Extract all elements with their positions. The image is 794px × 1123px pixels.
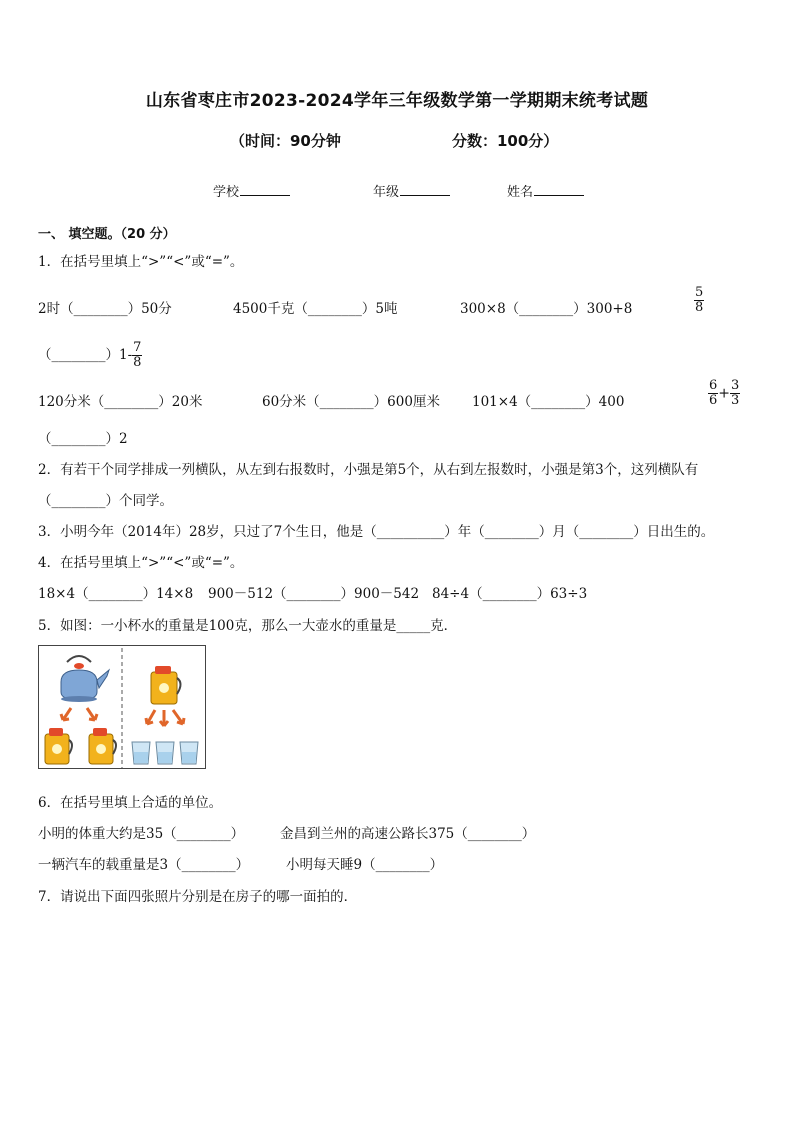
- q1-fraction-sum: [708, 379, 740, 408]
- q3-text: 3．小明今年（2014年）28岁，只过了7个生日，他是（__________）年（________）月（________）日出生的。: [38, 524, 715, 540]
- school-blank[interactable]: [240, 183, 290, 196]
- name-blank[interactable]: [534, 183, 584, 196]
- grade-blank[interactable]: [400, 183, 450, 196]
- q7-text: 7．请说出下面四张照片分别是在房子的哪一面拍的．: [38, 889, 358, 905]
- frac-denominator: 6: [709, 393, 718, 408]
- q6-item-3: 一辆汽车的载重量是3（________）: [38, 857, 250, 873]
- exam-time: （时间：90分钟: [230, 132, 341, 150]
- school-label: 学校: [213, 185, 240, 200]
- grade-label: 年级: [373, 185, 400, 200]
- q4-text: 4．在括号里填上“>”“<”或“=”。: [38, 555, 244, 571]
- q2-line-1: 2．有若干个同学排成一列横队，从左到右报数时，小强是第5个，从右到左报数时，小强是第3个，这列横队有: [38, 462, 699, 478]
- bottle-icon: [89, 728, 116, 764]
- frac-denominator: 8: [133, 355, 142, 370]
- q2-line-2: （________）个同学。: [38, 493, 173, 509]
- q4-item-2: 900－512（________）900－542: [208, 586, 420, 602]
- glass-icon: [180, 742, 198, 764]
- kettle-bottle-glass-figure: [38, 645, 206, 769]
- figure-svg: [39, 646, 206, 769]
- name-label: 姓名: [507, 185, 534, 200]
- q6-item-1: 小明的体重大约是35（________）: [38, 826, 245, 842]
- kettle-icon: [61, 656, 109, 702]
- q1-item-6: 60分米（________）600厘米: [262, 394, 440, 410]
- frac-numerator: 5: [695, 285, 704, 300]
- q6-item-4: 小明每天睡9（________）: [286, 857, 444, 873]
- q6-text: 6．在括号里填上合适的单位。: [38, 795, 223, 811]
- q1-text: 1．在括号里填上“>”“<”或“=”。: [38, 254, 244, 270]
- frac-denominator: 8: [695, 300, 704, 315]
- grade-field: [373, 181, 450, 200]
- glass-icon: [156, 742, 174, 764]
- plus-sign: +: [718, 385, 731, 402]
- glass-icon: [132, 742, 150, 764]
- bottle-icon: [151, 666, 181, 704]
- school-field: [213, 181, 290, 200]
- q1-item-1: 2时（________）50分: [38, 301, 172, 317]
- frac-numerator: 3: [731, 378, 740, 393]
- q6-item-2: 金昌到兰州的高速公路长375（________）: [280, 826, 536, 842]
- arrow-icon: [173, 710, 184, 724]
- q1-item-8: （________）2: [38, 431, 128, 447]
- q1-item-4: [38, 341, 142, 370]
- arrow-icon: [61, 708, 71, 720]
- q4-item-1: 18×4（________）14×8: [38, 586, 194, 602]
- page-title: 山东省枣庄市2023-2024学年三年级数学第一学期期末统考试题: [145, 91, 649, 111]
- q5-text: 5．如图：一小杯水的重量是100克，那么一大壶水的重量是_____克．: [38, 618, 458, 634]
- section-heading: 一、 填空题。（20 分）: [38, 227, 176, 242]
- name-field: [507, 181, 584, 200]
- arrow-icon: [87, 708, 97, 720]
- arrow-icon: [160, 710, 168, 726]
- q1-item-4-prefix: （________）1-: [38, 347, 133, 363]
- q1-item-2: 4500千克（________）5吨: [233, 301, 398, 317]
- q1-item-7: 101×4（________）400: [472, 394, 625, 410]
- bottle-icon: [45, 728, 72, 764]
- frac-denominator: 3: [731, 393, 740, 408]
- arrow-icon: [146, 710, 155, 724]
- q1-item-5: 120分米（________）20米: [38, 394, 203, 410]
- q4-item-3: 84÷4（________）63÷3: [432, 586, 588, 602]
- frac-numerator: 7: [133, 340, 142, 355]
- frac-numerator: 6: [709, 378, 718, 393]
- q1-item-3: 300×8（________）300+8: [460, 301, 633, 317]
- exam-score: 分数：100分）: [452, 132, 559, 150]
- q1-fraction-5-8: [694, 286, 704, 315]
